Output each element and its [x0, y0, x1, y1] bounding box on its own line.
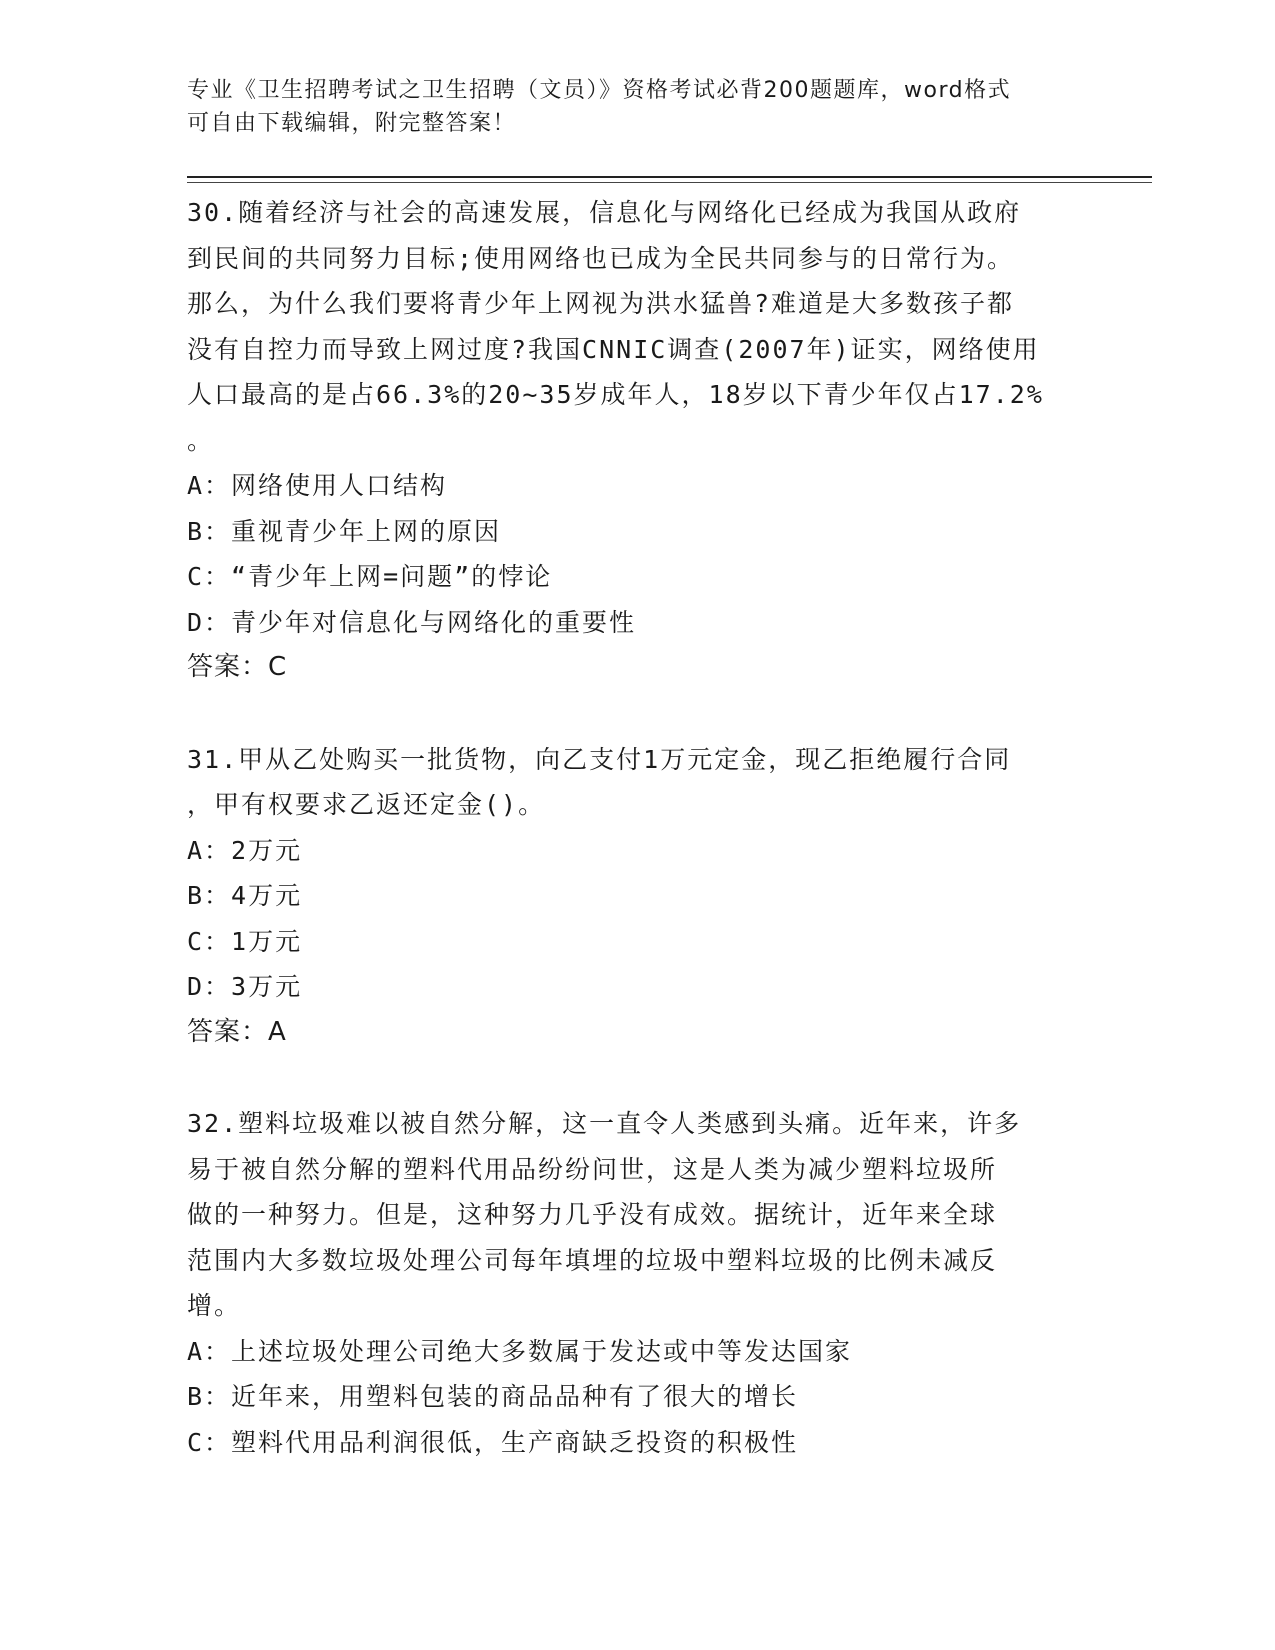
option-c: C：“青少年上网=问题”的悖论: [187, 562, 553, 591]
option-a: A：2万元: [187, 835, 303, 865]
header-line: 专业《卫生招聘考试之卫生招聘（文员）》资格考试必背200题题库，word格式: [187, 78, 1012, 103]
question-text-line: 32.塑料垃圾难以被自然分解，这一直令人类感到头痛。近年来，许多: [187, 1109, 1022, 1138]
question-text-line: 。: [187, 425, 215, 455]
question-text-line: ，甲有权要求乙返还定金()。: [187, 790, 546, 819]
option-d: D：3万元: [187, 972, 303, 1001]
option-a: A：网络使用人口结构: [187, 471, 448, 500]
question-text-line: 31.甲从乙处购买一批货物，向乙支付1万元定金，现乙拒绝履行合同: [187, 744, 1012, 774]
question-31: [187, 737, 1087, 1056]
option-b: B：近年来，用塑料包装的商品品种有了很大的增长: [187, 1382, 799, 1411]
option-b: B：重视青少年上网的原因: [187, 516, 502, 546]
header-divider: [187, 176, 1152, 178]
question-text-line: 做的一种努力。但是，这种努力几乎没有成效。据统计，近年来全球: [187, 1200, 998, 1229]
question-32: [187, 1101, 1087, 1465]
document-header: [187, 74, 1067, 140]
question-text-line: 那么，为什么我们要将青少年上网视为洪水猛兽?难道是大多数孩子都: [187, 289, 1015, 318]
option-a: A：上述垃圾处理公司绝大多数属于发达或中等发达国家: [187, 1336, 853, 1366]
question-30: [187, 190, 1087, 691]
header-divider-thin: [187, 182, 1152, 183]
question-text-line: 范围内大多数垃圾处理公司每年填埋的垃圾中塑料垃圾的比例未减反: [187, 1245, 998, 1275]
question-text-line: 易于被自然分解的塑料代用品纷纷问世，这是人类为减少塑料垃圾所: [187, 1154, 998, 1184]
answer-label: 答案：A: [187, 1016, 287, 1047]
question-text-line: 人口最高的是占66.3%的20~35岁成年人，18岁以下青少年仅占17.2%: [187, 380, 1044, 409]
option-c: C：1万元: [187, 926, 303, 956]
question-text-line: 30.随着经济与社会的高速发展，信息化与网络化已经成为我国从政府: [187, 198, 1022, 227]
questions-list: [187, 190, 1087, 1465]
question-text-line: 增。: [187, 1291, 242, 1320]
answer-label: 答案：C: [187, 652, 288, 682]
header-line: 可自由下载编辑，附完整答案！: [187, 111, 517, 136]
option-d: D：青少年对信息化与网络化的重要性: [187, 607, 637, 637]
question-text-line: 没有自控力而导致上网过度?我国CNNIC调查(2007年)证实，网络使用: [187, 334, 1040, 364]
option-b: B：4万元: [187, 881, 303, 910]
option-c: C：塑料代用品利润很低，生产商缺乏投资的积极性: [187, 1427, 799, 1457]
question-text-line: 到民间的共同努力目标;使用网络也已成为全民共同参与的日常行为。: [187, 243, 1015, 273]
